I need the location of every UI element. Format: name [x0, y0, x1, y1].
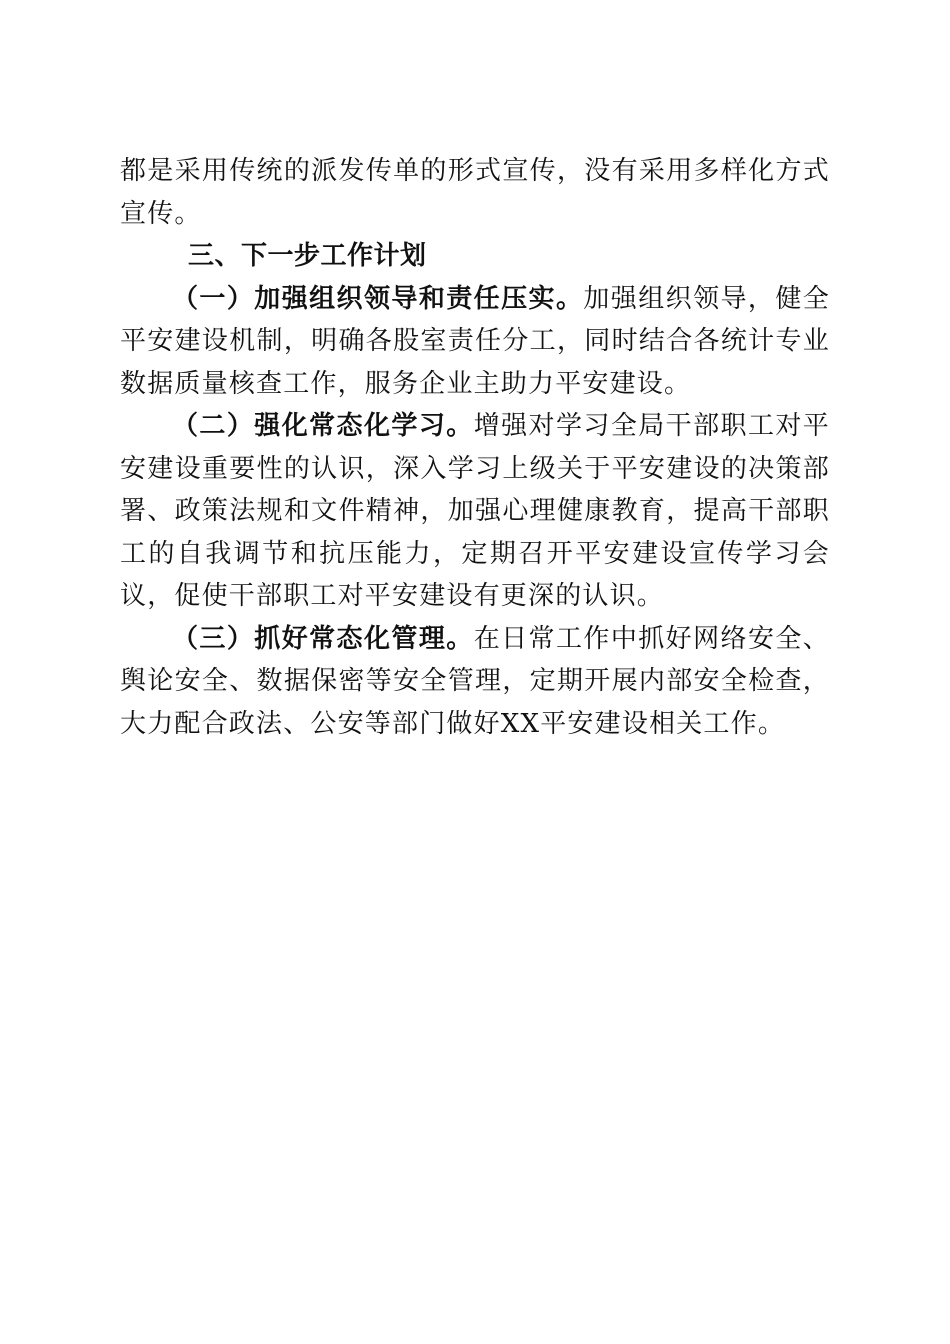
plan-item-3-lead: （三）抓好常态化管理。	[172, 623, 474, 654]
plan-item-3-body: 在日常工作中抓好网络安全、舆论安全、数据保密等安全管理，定期开展内部安全检查，大力配合政法、公安等部门做好XX平安建设相关工作。	[120, 623, 830, 739]
plan-item-1-body: 加强组织领导，健全平安建设机制，明确各股室责任分工，同时结合各统计专业数据质量核查工作，服务企业主助力平安建设。	[120, 283, 830, 399]
plan-item-1	[120, 278, 830, 406]
plan-item-2-lead: （二）强化常态化学习。	[172, 411, 474, 441]
document-body	[120, 150, 830, 745]
continuation-paragraph: 都是采用传统的派发传单的形式宣传，没有采用多样化方式宣传。	[120, 156, 830, 229]
plan-item-2-body: 增强对学习全局干部职工对平安建设重要性的认识，深入学习上级关于平安建设的决策部署、政策法规和文件精神，加强心理健康教育，提高干部职工的自我调节和抗压能力，定期召开平安建设宣传学习会议，促使干部职工对平安建设有更深的认识。	[120, 411, 830, 611]
section-heading: 三、下一步工作计划	[188, 241, 427, 271]
plan-item-1-lead: （一）加强组织领导和责任压实。	[172, 283, 584, 314]
plan-item-3	[120, 618, 830, 746]
plan-item-2	[120, 405, 830, 618]
